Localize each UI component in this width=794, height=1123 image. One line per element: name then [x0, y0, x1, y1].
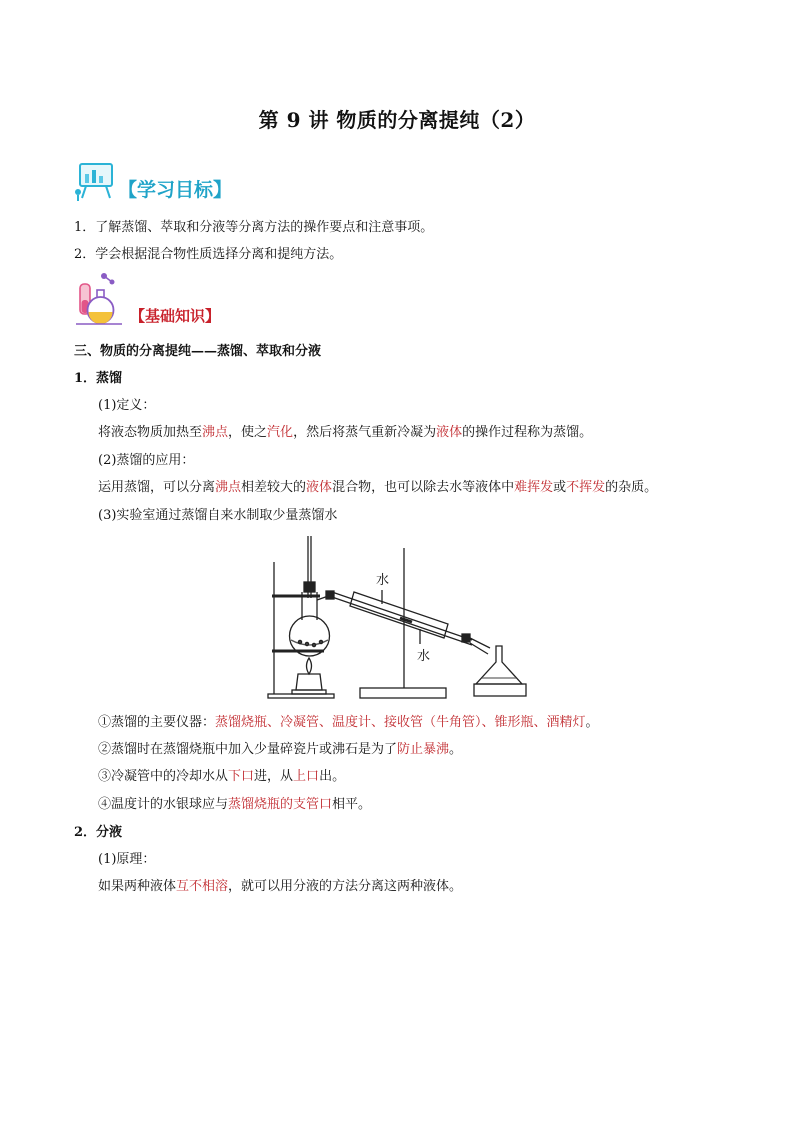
text-run: 混合物，也可以除去水等液体中: [332, 480, 515, 495]
application-label: (2)蒸馏的应用：: [98, 453, 195, 468]
note-3: [98, 768, 345, 786]
distillation-flask: [290, 592, 335, 656]
alcohol-lamp: [292, 658, 326, 694]
ring-stand-center: [360, 548, 446, 698]
goal-item-2: 2．学会根据混合物性质选择分离和提纯方法。: [74, 247, 343, 262]
page-title: 第 9 讲 物质的分离提纯（2）: [258, 108, 536, 132]
text-run: ①蒸馏的主要仪器：: [98, 715, 216, 730]
condenser: [326, 590, 472, 645]
text-run: 相差较大的: [241, 480, 307, 495]
principle-text: [98, 878, 462, 896]
note-2: [98, 741, 462, 759]
text-run: ③冷凝管中的冷却水从: [98, 769, 229, 784]
text-run: 将液态物质加热至: [98, 425, 203, 440]
text-run: 如果两种液体: [98, 879, 177, 894]
note-1: [98, 714, 599, 732]
keyword: 上口: [293, 769, 320, 784]
presentation-board-icon: [74, 160, 116, 202]
text-run: ，使之: [228, 425, 268, 440]
receiving-flask: [470, 638, 526, 696]
text-run: 的杂质。: [605, 480, 658, 495]
keyword: 沸点: [215, 480, 242, 495]
keyword: 蒸馏烧瓶、冷凝管、温度计、接收管（牛角管）、锥形瓶、酒精灯: [215, 715, 586, 730]
text-run: 。: [585, 715, 599, 730]
text-run: ，然后将蒸气重新冷凝为: [293, 425, 437, 440]
chemistry-flask-icon: [74, 270, 126, 326]
text-run: ②蒸馏时在蒸馏烧瓶中加入少量碎瓷片或沸石是为了: [98, 742, 398, 757]
keyword: 互不相溶: [176, 879, 229, 894]
text-run: ，就可以用分液的方法分离这两种液体。: [228, 879, 463, 894]
keyword: 难挥发: [514, 480, 554, 495]
text-run: 。: [449, 742, 463, 757]
text-run: ④温度计的水银球应与: [98, 797, 229, 812]
text-run: 出。: [319, 769, 346, 784]
keyword: 液体: [436, 425, 463, 440]
keyword: 汽化: [267, 425, 294, 440]
goal-item-1: 1．了解蒸馏、萃取和分液等分离方法的操作要点和注意事项。: [74, 220, 434, 235]
note-4: [98, 796, 371, 814]
text-run: 进，从: [254, 769, 294, 784]
text-run: 运用蒸馏，可以分离: [98, 480, 216, 495]
definition-text: [98, 424, 592, 442]
keyword: 防止暴沸: [397, 742, 450, 757]
definition-label: (1)定义：: [98, 398, 156, 413]
text-run: 的操作过程称为蒸馏。: [462, 425, 593, 440]
separation-heading: 2．分液: [74, 825, 123, 840]
water-outlet-label: 水: [376, 573, 390, 588]
text-run: 相平。: [332, 797, 372, 812]
ring-stand-left: [268, 562, 334, 698]
text-run: 或: [553, 480, 567, 495]
distillation-apparatus-diagram: [262, 534, 546, 700]
application-text: [98, 479, 657, 497]
keyword: 液体: [306, 480, 333, 495]
water-inlet-label: 水: [417, 649, 431, 664]
section-heading: 三、物质的分离提纯——蒸馏、萃取和分液: [74, 344, 322, 359]
keyword: 沸点: [202, 425, 229, 440]
thermometer: [304, 536, 315, 598]
goals-header: [74, 160, 232, 202]
keyword: 不挥发: [566, 480, 606, 495]
keyword: 蒸馏烧瓶的支管口: [228, 797, 333, 812]
keyword: 下口: [228, 769, 255, 784]
goals-label: 【学习目标】: [118, 179, 233, 201]
lab-label: (3)实验室通过蒸馏自来水制取少量蒸馏水: [98, 508, 338, 523]
distill-heading: 1．蒸馏: [74, 371, 123, 386]
principle-label: (1)原理：: [98, 852, 156, 867]
knowledge-header: [74, 270, 220, 326]
knowledge-label: 【基础知识】: [130, 307, 221, 325]
